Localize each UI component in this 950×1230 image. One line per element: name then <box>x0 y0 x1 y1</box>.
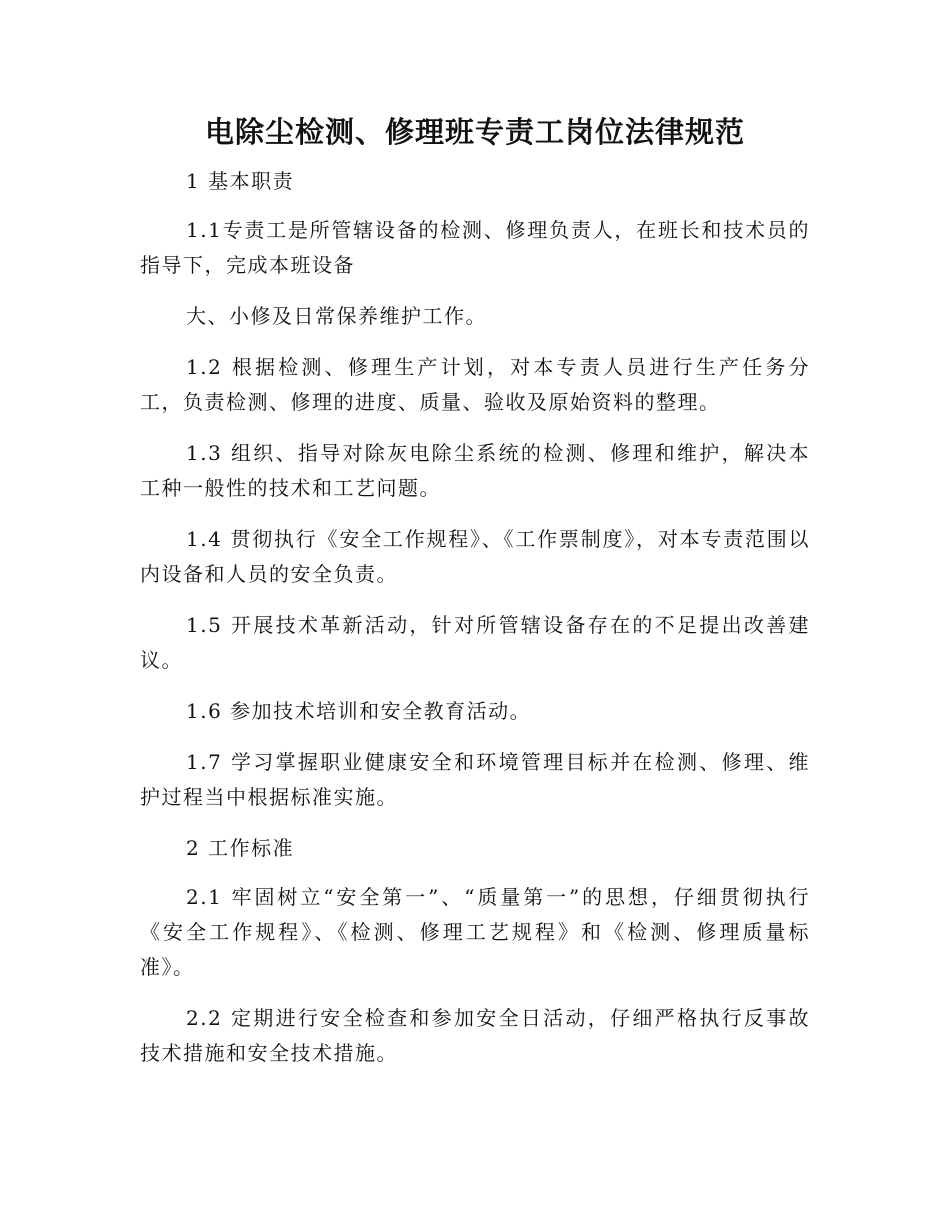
document-body <box>140 164 810 1087</box>
paragraph-2-2: 2.2 定期进行安全检查和参加安全日活动，仔细严格执行反事故技术措施和安全技术措施。 <box>140 1006 810 1065</box>
paragraph-1-4: 1.4 贯彻执行《安全工作规程》、《工作票制度》，对本专责范围以内设备和人员的安全负责。 <box>140 527 810 586</box>
paragraph-1-1: 1.1专责工是所管辖设备的检测、修理负责人，在班长和技术员的指导下，完成本班设备 <box>140 218 810 277</box>
paragraph-1-3: 1.3 组织、指导对除灰电除尘系统的检测、修理和维护，解决本工种一般性的技术和工艺问题。 <box>140 441 810 500</box>
paragraph-2-1: 2.1 牢固树立“安全第一”、“质量第一”的思想，仔细贯彻执行《安全工作规程》、《检测、修理工艺规程》和《检测、修理质量标准》。 <box>140 885 810 979</box>
section-heading-2: 2 工作标准 <box>186 836 295 860</box>
paragraph-1-5: 1.5 开展技术革新活动，针对所管辖设备存在的不足提出改善建议。 <box>140 613 810 672</box>
paragraph-1-7: 1.7 学习掌握职业健康安全和环境管理目标并在检测、修理、维护过程当中根据标准实施。 <box>140 750 810 809</box>
section-heading-1: 1 基本职责 <box>186 169 295 193</box>
paragraph-1-1-continued: 大、小修及日常保养维护工作。 <box>186 304 487 328</box>
paragraph-1-6: 1.6 参加技术培训和安全教育活动。 <box>186 699 532 723</box>
document-title: 电除尘检测、修理班专责工岗位法律规范 <box>204 115 745 149</box>
paragraph-1-2: 1.2 根据检测、修理生产计划，对本专责人员进行生产任务分工，负责检测、修理的进度、质量、验收及原始资料的整理。 <box>140 355 810 414</box>
